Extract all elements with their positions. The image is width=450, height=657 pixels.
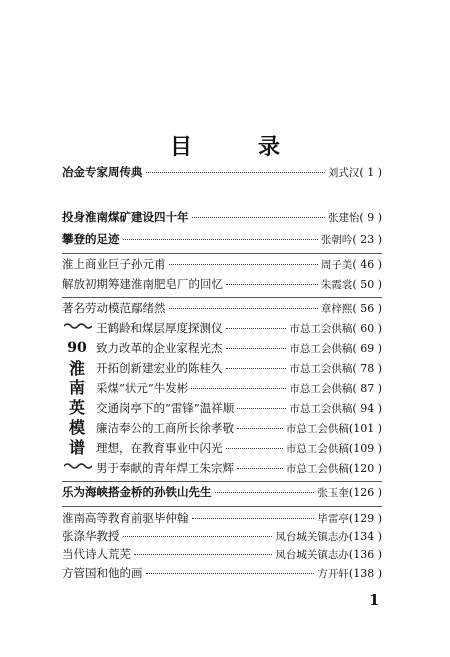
- toc-entry-title: 淮上商业巨子孙元甫: [62, 257, 166, 271]
- wave-ornament-icon: [64, 322, 92, 330]
- toc-entry-title: 致力改革的企业家程光杰: [96, 341, 223, 355]
- toc-entry[interactable]: [62, 528, 382, 546]
- toc-leader-dots: [192, 518, 315, 519]
- toc-entry[interactable]: [62, 164, 382, 182]
- section-divider: [62, 481, 382, 482]
- toc-entry-page: ( 56 ): [352, 302, 382, 315]
- toc-entry-author: 市总工会供稿: [289, 363, 353, 375]
- toc-entry-title: 交通岗亭下的“雷锋”温祥顺: [96, 401, 235, 415]
- toc-entry-author: 市总工会供稿: [285, 463, 349, 475]
- toc-entry-title: 淮南高等教育前驱毕仲翰: [62, 511, 189, 525]
- toc-entry[interactable]: [96, 400, 382, 418]
- toc-entry-page: (129 ): [348, 512, 382, 525]
- toc-entry-title: 当代诗人荒芜: [62, 547, 131, 561]
- toc-entry-title: 乐为海峡搭金桥的孙铁山先生: [62, 485, 212, 499]
- toc-entry-title: 男于奉献的青年焊工朱宗辉: [96, 461, 234, 475]
- toc-leader-dots: [226, 368, 287, 369]
- series-label-char: 模: [68, 417, 85, 437]
- toc-entry[interactable]: [62, 256, 382, 274]
- toc-leader-dots: [237, 408, 286, 409]
- toc-leader-dots: [123, 536, 273, 537]
- toc-leader-dots: [146, 573, 315, 574]
- section-divider: [62, 506, 382, 507]
- toc-entry-page: (120 ): [348, 462, 382, 475]
- toc-entry-author: 章梓熙: [320, 303, 353, 315]
- toc-leader-dots: [192, 217, 325, 218]
- toc-entry[interactable]: [96, 460, 382, 478]
- toc-entry[interactable]: [96, 360, 382, 378]
- toc-entry-author: 刘式汉: [327, 167, 360, 179]
- toc-entry-author: 凤台城关镇志办: [275, 531, 349, 543]
- toc-entry-page: ( 69 ): [352, 342, 382, 355]
- toc-entry-page: (126 ): [348, 486, 382, 499]
- toc-entry-page: (134 ): [348, 530, 382, 543]
- toc-entry-author: 方开轩: [317, 568, 349, 580]
- toc-entry-author: 朱霞裳: [320, 279, 353, 291]
- toc-leader-dots: [123, 239, 318, 240]
- toc-leader-dots: [215, 492, 315, 493]
- toc-entry-author: 市总工会供稿: [289, 323, 353, 335]
- section-divider: [62, 297, 382, 298]
- toc-entry-page: ( 23 ): [352, 233, 382, 246]
- toc-leader-dots: [191, 388, 286, 389]
- toc-leader-dots: [169, 264, 318, 265]
- toc-entry-author: 市总工会供稿: [285, 443, 349, 455]
- series-label-char: 英: [68, 398, 85, 418]
- toc-leader-dots: [226, 448, 283, 449]
- toc-entry[interactable]: [62, 231, 382, 249]
- toc-entry-page: ( 50 ): [352, 278, 382, 291]
- toc-entry-author: 张朝吟: [320, 234, 353, 246]
- series-label-char: 谱: [68, 437, 85, 457]
- series-label-char: 淮: [68, 358, 85, 378]
- toc-entry-title: 理想，在教育事业中闪光: [96, 441, 223, 455]
- toc-leader-dots: [237, 428, 283, 429]
- toc-entry-title: 王鹤龄和煤层厚度探测仪: [96, 321, 223, 335]
- toc-entry-author: 市总工会供稿: [289, 403, 353, 415]
- toc-entry[interactable]: [96, 320, 382, 338]
- toc-entry-author: 市总工会供稿: [285, 423, 349, 435]
- toc-entry-title: 开拓创新建宏业的陈桂久: [96, 361, 223, 375]
- toc-entry-page: ( 94 ): [352, 402, 382, 415]
- toc-entry-author: 张玉奎: [317, 487, 349, 499]
- section-divider: [62, 253, 382, 254]
- toc-entry-page: ( 87 ): [352, 382, 382, 395]
- toc-entry[interactable]: [62, 300, 382, 318]
- toc-entry-title: 著名劳动模范鄢绪然: [62, 301, 166, 315]
- toc-entry-title: 冶金专家周传典: [62, 165, 143, 179]
- toc-entry[interactable]: [96, 440, 382, 458]
- toc-entry-author: 市总工会供稿: [289, 383, 353, 395]
- toc-leader-dots: [226, 284, 318, 285]
- toc-entry[interactable]: [96, 340, 382, 358]
- series-label-vertical: [62, 339, 92, 457]
- toc-entry-page: ( 60 ): [352, 322, 382, 335]
- toc-leader-dots: [226, 328, 287, 329]
- toc-leader-dots: [169, 308, 318, 309]
- toc-entry-title: 张涤华教授: [62, 529, 120, 543]
- wave-ornament-icon: [64, 462, 92, 470]
- toc-entry-page: ( 1 ): [359, 166, 382, 179]
- toc-leader-dots: [237, 468, 283, 469]
- toc-entry-page: (101 ): [348, 422, 382, 435]
- toc-entry[interactable]: [62, 484, 382, 502]
- toc-entry-author: 毕雷亭: [317, 513, 349, 525]
- toc-entry-author: 周子美: [320, 259, 353, 271]
- toc-leader-dots: [134, 554, 272, 555]
- toc-entry-title: 攀登的足迹: [62, 232, 120, 246]
- toc-entry-title: 方管国和他的画: [62, 566, 143, 580]
- toc-entry[interactable]: [96, 380, 382, 398]
- toc-leader-dots: [146, 172, 325, 173]
- page-title: 目 录: [169, 134, 302, 160]
- toc-entry-page: (138 ): [348, 567, 382, 580]
- page-number: 1: [369, 591, 380, 609]
- toc-entry-page: ( 9 ): [359, 211, 382, 224]
- toc-entry[interactable]: [62, 565, 382, 583]
- toc-entry[interactable]: [62, 510, 382, 528]
- series-label-char: 90: [67, 340, 87, 356]
- toc-entry-author: 市总工会供稿: [289, 343, 353, 355]
- toc-leader-dots: [226, 348, 287, 349]
- toc-entry-author: 凤台城关镇志办: [275, 549, 349, 561]
- toc-entry-author: 张建怡: [327, 212, 360, 224]
- series-label-char: 南: [68, 378, 85, 398]
- toc-entry[interactable]: [62, 209, 382, 227]
- toc-entry-title: 解放初期筹建淮南肥皂厂的回忆: [62, 277, 223, 291]
- toc-entry-page: (109 ): [348, 442, 382, 455]
- toc-entry-page: ( 78 ): [352, 362, 382, 375]
- toc-entry-title: 廉洁奉公的工商所长徐孝敬: [96, 421, 234, 435]
- toc-entry[interactable]: [62, 546, 382, 564]
- toc-entry-page: (136 ): [348, 548, 382, 561]
- toc-entry[interactable]: [62, 276, 382, 294]
- toc-entry-title: 投身淮南煤矿建设四十年: [62, 210, 189, 224]
- toc-entry-page: ( 46 ): [352, 258, 382, 271]
- toc-entry[interactable]: [96, 420, 382, 438]
- toc-entry-title: 采煤“状元”牛发彬: [96, 381, 189, 395]
